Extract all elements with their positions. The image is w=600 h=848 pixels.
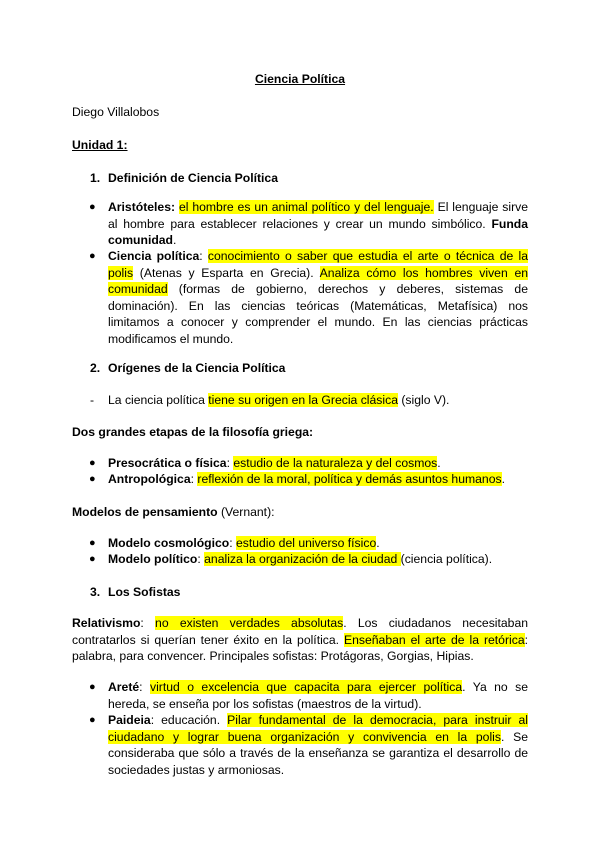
bullet-icon: ● bbox=[89, 201, 96, 213]
author-name: Diego Villalobos bbox=[72, 105, 160, 119]
dash-marker: - bbox=[90, 393, 95, 407]
relativismo-paragraph: Relativismo: no existen verdades absolutas. Los ciudadanos necesitaban contratarlos si querían tener éxito en la política. Enseñaban el arte de la retórica: palabra, para convencer. Principales sofistas: Protágoras, Gorgias, Hipias. bbox=[72, 616, 529, 663]
bullet-icon: ● bbox=[89, 714, 96, 726]
bullet-icon: ● bbox=[89, 537, 96, 549]
list-item-aristoteles: Aristóteles: el hombre es un animal político y del lenguaje. El lenguaje sirve al hombre para establecer relaciones y crear un mundo simbólico. Funda comunidad. bbox=[108, 200, 529, 247]
bullet-icon: ● bbox=[89, 250, 96, 262]
section-2-number: 2. bbox=[90, 361, 101, 375]
list-item-presocratica: Presocrática o física: estudio de la naturaleza y del cosmos. bbox=[108, 456, 441, 470]
section-3-heading: Los Sofistas bbox=[108, 585, 181, 599]
bullet-icon: ● bbox=[89, 457, 96, 469]
list-item-arete: Areté: virtud o excelencia que capacita para ejercer política. Ya no se hereda, se enseña por los sofistas (maestros de la virtud). bbox=[108, 680, 528, 711]
list-item-origen: La ciencia política tiene su origen en la Grecia clásica (siglo V). bbox=[108, 393, 450, 407]
modelos-heading: Modelos de pensamiento (Vernant): bbox=[72, 505, 275, 519]
bullet-icon: ● bbox=[89, 681, 96, 693]
list-item-antropologica: Antropológica: reflexión de la moral, política y demás asuntos humanos. bbox=[108, 472, 505, 486]
list-item-ciencia-politica: Ciencia política: conocimiento o saber que estudia el arte o técnica de la polis (Atenas y Esparta en Grecia). Analiza cómo los hombres viven en comunidad (formas de gobierno, derechos y deberes, sistemas de dominación). En las ciencias teóricas (Matemáticas, Metafísica) nos limitamos a conocer y comprender el mundo. En las ciencias prácticas modificamos el mundo. bbox=[108, 249, 529, 346]
bullet-icon: ● bbox=[89, 473, 96, 485]
list-item-paideia: Paideia: educación. Pilar fundamental de la democracia, para instruir al ciudadano y lograr buena organización y convivencia en la polis. Se consideraba que sólo a través de la enseñanza se garantiza el desarrollo de sociedades justas y armoniosas. bbox=[108, 713, 528, 777]
list-item-modelo-politico: Modelo político: analiza la organización de la ciudad (ciencia política). bbox=[108, 552, 493, 566]
unit-heading: Unidad 1: bbox=[72, 138, 128, 152]
section-2-heading: Orígenes de la Ciencia Política bbox=[108, 361, 286, 375]
page-title: Ciencia Política bbox=[254, 72, 346, 86]
bullet-icon: ● bbox=[89, 553, 96, 565]
section-1-heading: Definición de Ciencia Política bbox=[108, 171, 278, 185]
section-3-number: 3. bbox=[90, 585, 101, 599]
etapas-heading: Dos grandes etapas de la filosofía griega: bbox=[72, 425, 314, 439]
list-item-modelo-cosmologico: Modelo cosmológico: estudio del universo físico. bbox=[108, 536, 380, 550]
section-1-number: 1. bbox=[90, 171, 101, 185]
